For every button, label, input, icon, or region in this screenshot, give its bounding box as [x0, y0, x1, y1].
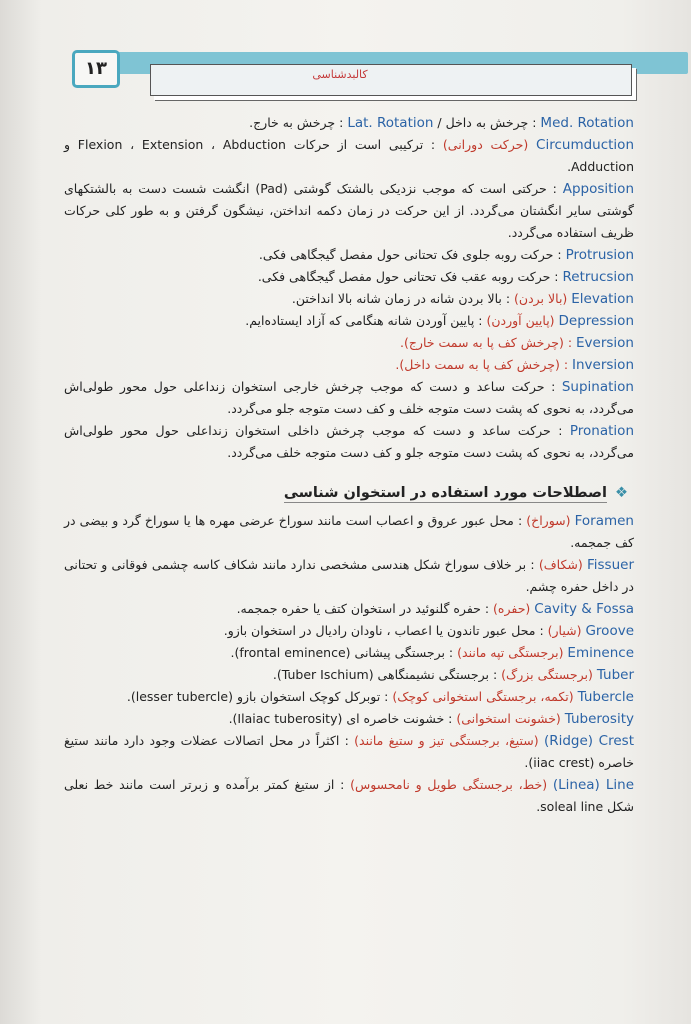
gloss: (حفره) [493, 601, 535, 616]
section-title: اصطلاحات مورد استفاده در استخوان شناسی [283, 485, 607, 501]
entry-cavity-fossa [64, 598, 634, 620]
entry-rotation [64, 112, 634, 134]
definition: : محل عبور تاندون یا اعصاب ، ناودان رادیال در استخوان بازو. [223, 623, 548, 638]
chapter-title: کالبدشناسی [312, 68, 368, 81]
definition: : چرخش به خارج. [249, 115, 348, 130]
page-content [64, 112, 634, 818]
definition: : حرکت روبه عقب فک تحتانی حول مفصل گیجگاهی فکی. [257, 269, 563, 284]
gloss: (برجستگی بزرگ) [501, 667, 597, 682]
term: Inversion [572, 357, 634, 373]
term: Tuber [596, 667, 634, 683]
entry-fissure [64, 554, 634, 598]
term: Tubercle [577, 689, 634, 705]
term: Retrucsion [562, 269, 634, 285]
term: (Ridge) Crest [543, 733, 634, 749]
definition: : (چرخش کف پا به سمت داخل). [395, 357, 573, 372]
gloss: (پایین آوردن) [486, 313, 559, 328]
definition: : محل عبور عروق و اعصاب است مانند سوراخ عرضی مهره ها یا سوراخ گرد و بیضی در کف جمجمه. [64, 513, 634, 550]
term: Circumduction [536, 137, 634, 153]
entry-apposition [64, 178, 634, 244]
definition: : حرکت ساعد و دست که موجب چرخش خارجی استخوان زنداعلی حول محور طولی‌اش می‌گردد، به نحوی که پشت دست متوجه خلف و کف دست متوجه جلو می‌گردد. [64, 379, 634, 416]
term: Elevation [571, 291, 634, 307]
entry-foramen [64, 510, 634, 554]
definition: : اکثراً در محل اتصالات عضلات وجود دارد مانند ستیغ خاصره (iiac crest). [64, 733, 634, 770]
entry-elevation [64, 288, 634, 310]
term: Depression [558, 313, 634, 329]
term: Supination [561, 379, 634, 395]
definition: : خشونت خاصره ای (Ilaiac tuberosity). [228, 711, 457, 726]
diamond-bullet-icon: ❖ [615, 485, 628, 501]
definition: : چرخش به داخل / [433, 115, 541, 130]
term: Med. Rotation [540, 115, 634, 131]
gloss: (ستیغ، برجستگی تیز و ستیغ مانند) [354, 733, 544, 748]
term: Eminence [567, 645, 634, 661]
entry-eminence [64, 642, 634, 664]
definition: : پایین آوردن شانه هنگامی که آزاد ایستاده‌ایم. [245, 313, 487, 328]
definition: : برجستگی نشیمنگاهی (Tuber Ischium). [272, 667, 502, 682]
entry-protrusion [64, 244, 634, 266]
term: Apposition [562, 181, 634, 197]
gloss: (خشونت استخوانی) [456, 711, 565, 726]
definition: : حرکتی است که موجب نزدیکی بالشتک گوشتی (Pad) انگشت شست دست به بالشتکهای گوشتی سایر انگشتان می‌گردد. از این حرکت در زمان دکمه انداختن، نیشگون گرفتن و به طور کلی حرکات ظریف استفاده می‌گردد. [64, 181, 634, 240]
term: Lat. Rotation [347, 115, 434, 131]
definition: : توبرکل کوچک استخوان بازو (lesser tubercle). [126, 689, 393, 704]
gloss: (برجستگی تپه مانند) [457, 645, 568, 660]
section-heading [64, 482, 628, 504]
entry-depression [64, 310, 634, 332]
entry-circumduction [64, 134, 634, 178]
term: Foramen [574, 513, 634, 529]
gloss: (تکمه، برجستگی استخوانی کوچک) [392, 689, 578, 704]
gloss: (بالا بردن) [514, 291, 572, 306]
term: Protrusion [565, 247, 634, 263]
entry-pronation [64, 420, 634, 464]
term: Tuberosity [564, 711, 634, 727]
term: Pronation [569, 423, 634, 439]
entry-crest [64, 730, 634, 774]
gloss: (شکاف) [538, 557, 587, 572]
definition: : برجستگی پیشانی (frontal eminence). [230, 645, 458, 660]
entry-groove [64, 620, 634, 642]
term: (Linea) Line [552, 777, 634, 793]
entry-tubercle [64, 686, 634, 708]
entry-eversion [64, 332, 634, 354]
header-title-box [150, 64, 632, 96]
entry-supination [64, 376, 634, 420]
definition: : حفره گلنوئید در استخوان کتف یا حفره جمجمه. [236, 601, 494, 616]
entry-retrusion [64, 266, 634, 288]
definition: : بالا بردن شانه در زمان شانه بالا انداختن. [291, 291, 515, 306]
gloss: (سوراخ) [526, 513, 575, 528]
term: Eversion [576, 335, 634, 351]
entry-inversion [64, 354, 634, 376]
definition: : از ستیغ کمتر برآمده و زبرتر است مانند خط نعلی شکل soleal line. [64, 777, 634, 814]
gloss: (حرکت دورانی) [435, 137, 537, 152]
entry-line [64, 774, 634, 818]
entry-tuberosity [64, 708, 634, 730]
definition: : (چرخش کف پا به سمت خارج). [400, 335, 577, 350]
definition: : حرکت روبه جلوی فک تحتانی حول مفصل گیجگاهی فکی. [258, 247, 566, 262]
definition: : حرکت ساعد و دست که موجب چرخش داخلی استخوان زنداعلی حول محور طولی‌اش می‌گردد، به نحوی که پشت دست متوجه جلو و کف دست متوجه خلف می‌گردد. [64, 423, 634, 460]
definition: : ترکیبی است از حرکات Flexion ، Extension ، Abduction و Adduction. [64, 137, 634, 174]
term: Fissuer [586, 557, 634, 573]
gloss: (خط، برجستگی طویل و نامحسوس) [350, 777, 553, 792]
gloss: (شیار) [547, 623, 586, 638]
entry-tuber [64, 664, 634, 686]
term: Groove [585, 623, 634, 639]
definition: : بر خلاف سوراخ شکل هندسی مشخصی ندارد مانند شکاف کاسه چشمی فوقانی و تحتانی در داخل حفره چشم. [64, 557, 634, 594]
page-number: ۱۳ [72, 50, 120, 88]
term: Cavity & Fossa [534, 601, 634, 617]
